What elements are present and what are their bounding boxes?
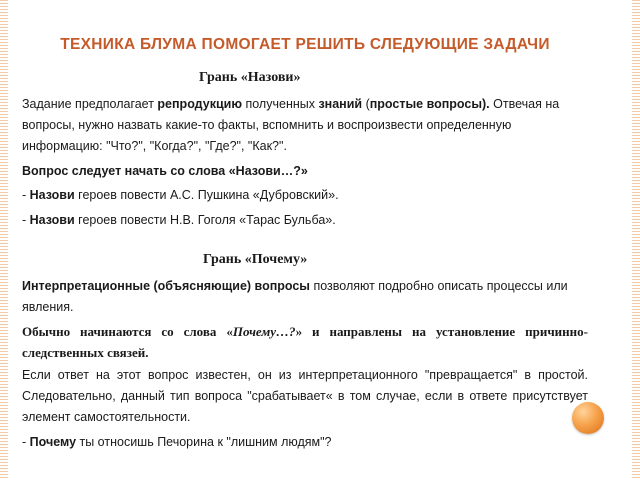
section2-example xyxy=(22,432,588,453)
text: Отвечая на вопросы, нужно назвать какие-то факты, вспомнить и воспроизвести определенную информацию: "Что?", "Когда?", "Где?", "Как?". xyxy=(22,97,560,153)
example-text: героев повести А.С. Пушкина «Дубровский». xyxy=(74,188,339,202)
dash: - xyxy=(22,213,30,227)
text: » и направлены на установление причинно-следственных связей. xyxy=(22,324,588,360)
keyword-why: Почему…? xyxy=(232,324,296,339)
text: Обычно начинаются со слова « xyxy=(22,324,233,339)
start-word-text: Вопрос следует начать со слова «Назови…?» xyxy=(22,164,308,178)
term-interpretive-questions: Интерпретационные (объясняющие) вопросы xyxy=(22,279,310,293)
term-knowledge: знаний xyxy=(318,97,363,111)
section2-paragraph-1 xyxy=(22,276,588,318)
text: полученных xyxy=(242,97,319,111)
section1-paragraph xyxy=(22,94,588,157)
text: ( xyxy=(362,97,370,111)
example-text: ты относишь Печорина к "лишним людям"? xyxy=(76,435,332,449)
keyword: Назови xyxy=(29,213,75,227)
section2-paragraph-2 xyxy=(22,321,588,363)
section1-example-2 xyxy=(22,210,588,231)
slide-title: ТЕХНИКА БЛУМА ПОМОГАЕТ РЕШИТЬ СЛЕДУЮЩИЕ ЗАДАЧИ xyxy=(60,36,550,53)
example-text: героев повести Н.В. Гоголя «Тарас Бульба». xyxy=(74,213,336,227)
keyword: Назови xyxy=(29,188,75,202)
dash: - xyxy=(22,188,30,202)
dash: - xyxy=(22,435,30,449)
term-reproduction: репродукцию xyxy=(157,97,243,111)
text: Задание предполагает xyxy=(22,97,158,111)
right-stripe-decoration xyxy=(632,0,640,480)
slide xyxy=(22,0,588,480)
section1-start-word xyxy=(22,161,588,182)
keyword: Почему xyxy=(29,435,77,449)
section2-paragraph-3: Если ответ на этот вопрос известен, он из интерпретационного "превращается" в простой. Следовательно, данный тип вопроса "срабатывает« в том случае, если в ответе присутствует элемент самостоятельности. xyxy=(22,368,588,424)
text: позволяют подробно описать процессы или явления. xyxy=(22,279,568,314)
section1-example-1 xyxy=(22,185,588,206)
section1-heading: Грань «Назови» xyxy=(199,70,301,85)
section2-heading: Грань «Почему» xyxy=(203,252,308,267)
left-stripe-decoration xyxy=(0,0,8,480)
orange-circle-decoration xyxy=(572,402,604,434)
term-simple-questions: простые вопросы). xyxy=(369,97,490,111)
